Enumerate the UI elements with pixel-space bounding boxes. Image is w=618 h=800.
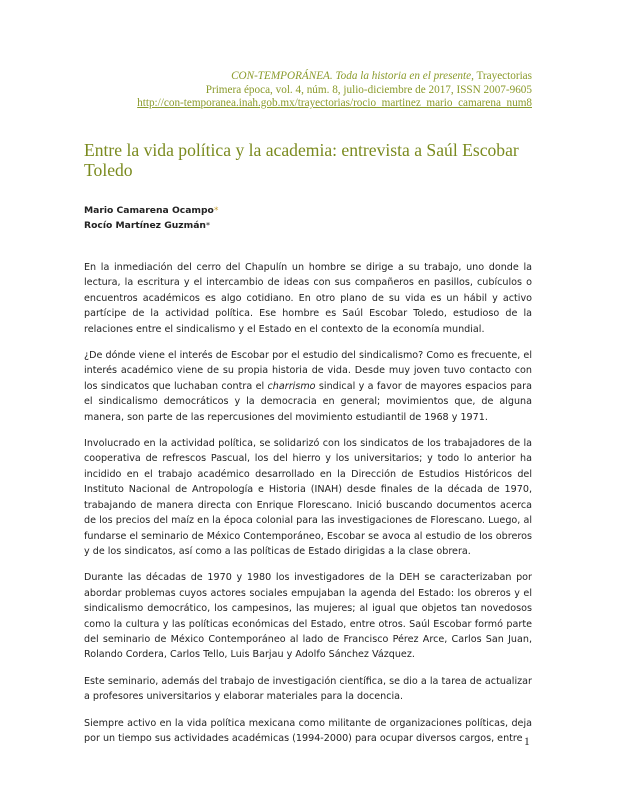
footnote-marker[interactable]: * bbox=[205, 221, 210, 230]
footnote-marker[interactable]: * bbox=[213, 205, 219, 216]
emphasized-term: charrismo bbox=[267, 380, 316, 392]
author-name: Mario Camarena Ocampo bbox=[84, 205, 214, 216]
body-paragraph: Durante las décadas de 1970 y 1980 los investigadores de la DEH se caracterizaban por abordar problemas cuyos actores sociales empujaban la agenda del Estado: los obreros y el sindicalismo democrático, los campesinos, las mujeres; al igual que objetos tan novedosos como la cultura y las políticas económicas del Estado, entre otros. Saúl Escobar formó parte del seminario de México Contemporáneo al lado de Francisco Pérez Arce, Carlos San Juan, Rolando Cordera, Carlos Tello, Luis Barjau y Adolfo Sánchez Vázquez. bbox=[84, 572, 532, 661]
paragraph-text: ¿De dónde viene el interés de Escobar por el estudio del sindicalismo? Como es frecuente, el interés académico viene de su propia historia de vida. Desde muy joven tuvo contacto con los sindicatos que luchaban contra el bbox=[84, 350, 532, 392]
author-line bbox=[84, 203, 484, 218]
journal-name: CON-TEMPORÁNEA. Toda la historia en el presente, bbox=[231, 70, 474, 82]
article-title: Entre la vida política y la academia: entrevista a Saúl Escobar Toledo bbox=[84, 140, 519, 180]
body-paragraph: Siempre activo en la vida política mexicana como militante de organizaciones políticas, deja por un tiempo sus actividades académicas (1994-2000) para ocupar diversos cargos, entre bbox=[84, 717, 532, 744]
article-body bbox=[84, 260, 532, 757]
body-paragraph: En la inmediación del cerro del Chapulín un hombre se dirige a su trabajo, uno donde la lectura, la escritura y el intercambio de ideas con sus compañeros en pasillos, cubículos o encuentros académicos es algo cotidiano. En otro plano de su vida es un hábil y activo partícipe de la actividad política. Ese hombre es Saúl Escobar Toledo, estudioso de la relaciones entre el sindicalismo y el Estado en el contexto de la economía mundial. bbox=[84, 262, 532, 335]
journal-edition: Primera época, vol. 4, núm. 8, julio-diciembre de 2017, ISSN 2007-9605 bbox=[205, 83, 532, 96]
body-paragraph: Involucrado en la actividad política, se solidarizó con los sindicatos de los trabajadores de la cooperativa de refrescos Pascual, los del hierro y los universitarios; y todo lo anterior ha incidido en el trabajo académico desarrollado en la Dirección de Estudios Históricos del Instituto Nacional de Antropología e Historia (INAH) desde finales de la década de 1970, trabajando de manera directa con Enrique Florescano. Inició buscando documentos acerca de los precios del maíz en la época colonial para las investigaciones de Florescano. Luego, al fundarse el seminario de México Contemporáneo, Escobar se avoca al estudio de los obreros y de los sindicatos, así como a las políticas de Estado dirigidas a la clase obrera. bbox=[84, 438, 532, 557]
body-paragraph bbox=[84, 348, 532, 425]
journal-section: Trayectorias bbox=[476, 70, 532, 82]
page-number: 1 bbox=[524, 736, 530, 748]
author-line bbox=[84, 218, 484, 233]
author-name: Rocío Martínez Guzmán bbox=[84, 220, 206, 231]
article-url-link[interactable]: http://con-temporanea.inah.gob.mx/trayectorias/rocio_martinez_mario_camarena_num8 bbox=[137, 97, 532, 110]
journal-header bbox=[62, 70, 532, 111]
author-list bbox=[84, 203, 484, 233]
body-paragraph: Este seminario, además del trabajo de investigación científica, se dio a la tarea de actualizar a profesores universitarios y elaborar materiales para la docencia. bbox=[84, 675, 532, 703]
paragraph-text: sindical y a favor de mayores espacios para el sindicalismo democráticos y la democracia en general; movimientos que, de alguna manera, son parte de las repercusiones del movimiento estudiantil de 1968 y 1971. bbox=[84, 380, 533, 423]
